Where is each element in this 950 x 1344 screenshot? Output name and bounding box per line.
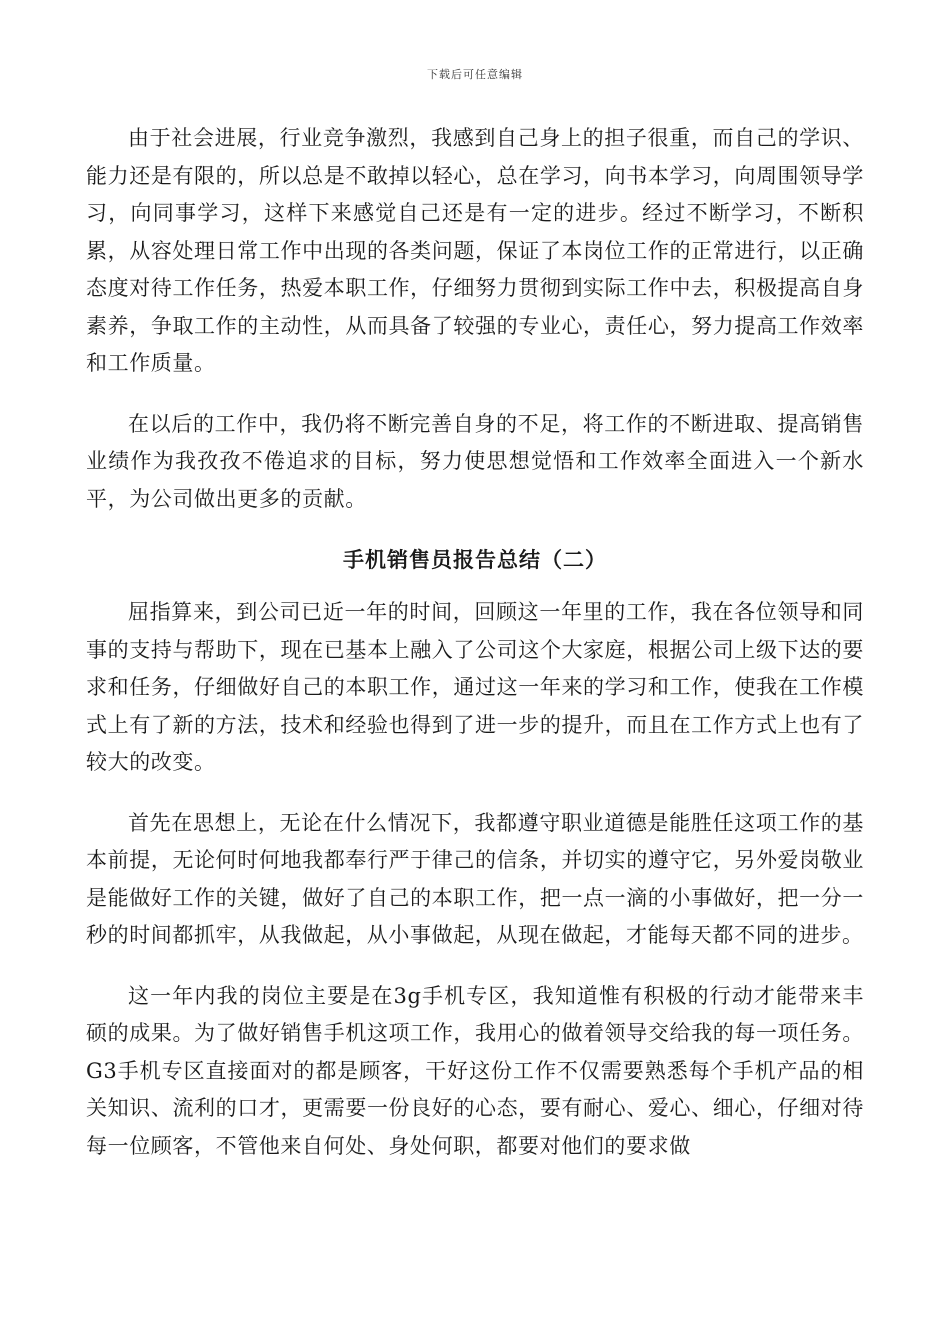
paragraph: 屈指算来，到公司已近一年的时间，回顾这一年里的工作，我在各位领导和同事的支持与帮助下，现在已基本上融入了公司这个大家庭，根据公司上级下达的要求和任务，仔细做好自己的本职工作，通过这一年来的学习和工作，使我在工作模式上有了新的方法，技术和经验也得到了进一步的提升，而且在工作方式上也有了较大的改变。 [86, 600, 864, 774]
paragraph: 这一年内我的岗位主要是在3g手机专区，我知道惟有积极的行动才能带来丰硕的成果。为了做好销售手机这项工作，我用心的做着领导交给我的每一项任务。G3手机专区直接面对的都是顾客，干好这份工作不仅需要熟悉每个手机产品的相关知识、流利的口才，更需要一份良好的心态，要有耐心、爱心、细心，仔细对待每一位顾客，不管他来自何处、身处何职，都要对他们的要求做 [86, 983, 864, 1158]
document-body [86, 120, 864, 1188]
paragraph: 由于社会进展，行业竞争激烈，我感到自己身上的担子很重，而自己的学识、能力还是有限的，所以总是不敢掉以轻心，总在学习，向书本学习，向周围领导学习，向同事学习，这样下来感觉自己还是有一定的进步。经过不断学习，不断积累，从容处理日常工作中出现的各类问题，保证了本岗位工作的正常进行，以正确态度对待工作任务，热爱本职工作，仔细努力贯彻到实际工作中去，积极提高自身素养，争取工作的主动性，从而具备了较强的专业心，责任心，努力提高工作效率和工作质量。 [86, 126, 864, 375]
header-note: 下载后可任意编辑 [427, 68, 523, 81]
section-title: 手机销售员报告总结（二） [343, 547, 607, 572]
paragraph: 首先在思想上，无论在什么情况下，我都遵守职业道德是能胜任这项工作的基本前提，无论何时何地我都奉行严于律己的信条，并切实的遵守它，另外爱岗敬业是能做好工作的关键，做好了自己的本职工作，把一点一滴的小事做好，把一分一秒的时间都抓牢，从我做起，从小事做起，从现在做起，才能每天都不同的进步。 [86, 810, 864, 947]
paragraph: 在以后的工作中，我仍将不断完善自身的不足，将工作的不断进取、提高销售业绩作为我孜孜不倦追求的目标，努力使思想觉悟和工作效率全面进入一个新水平，为公司做出更多的贡献。 [86, 411, 864, 511]
